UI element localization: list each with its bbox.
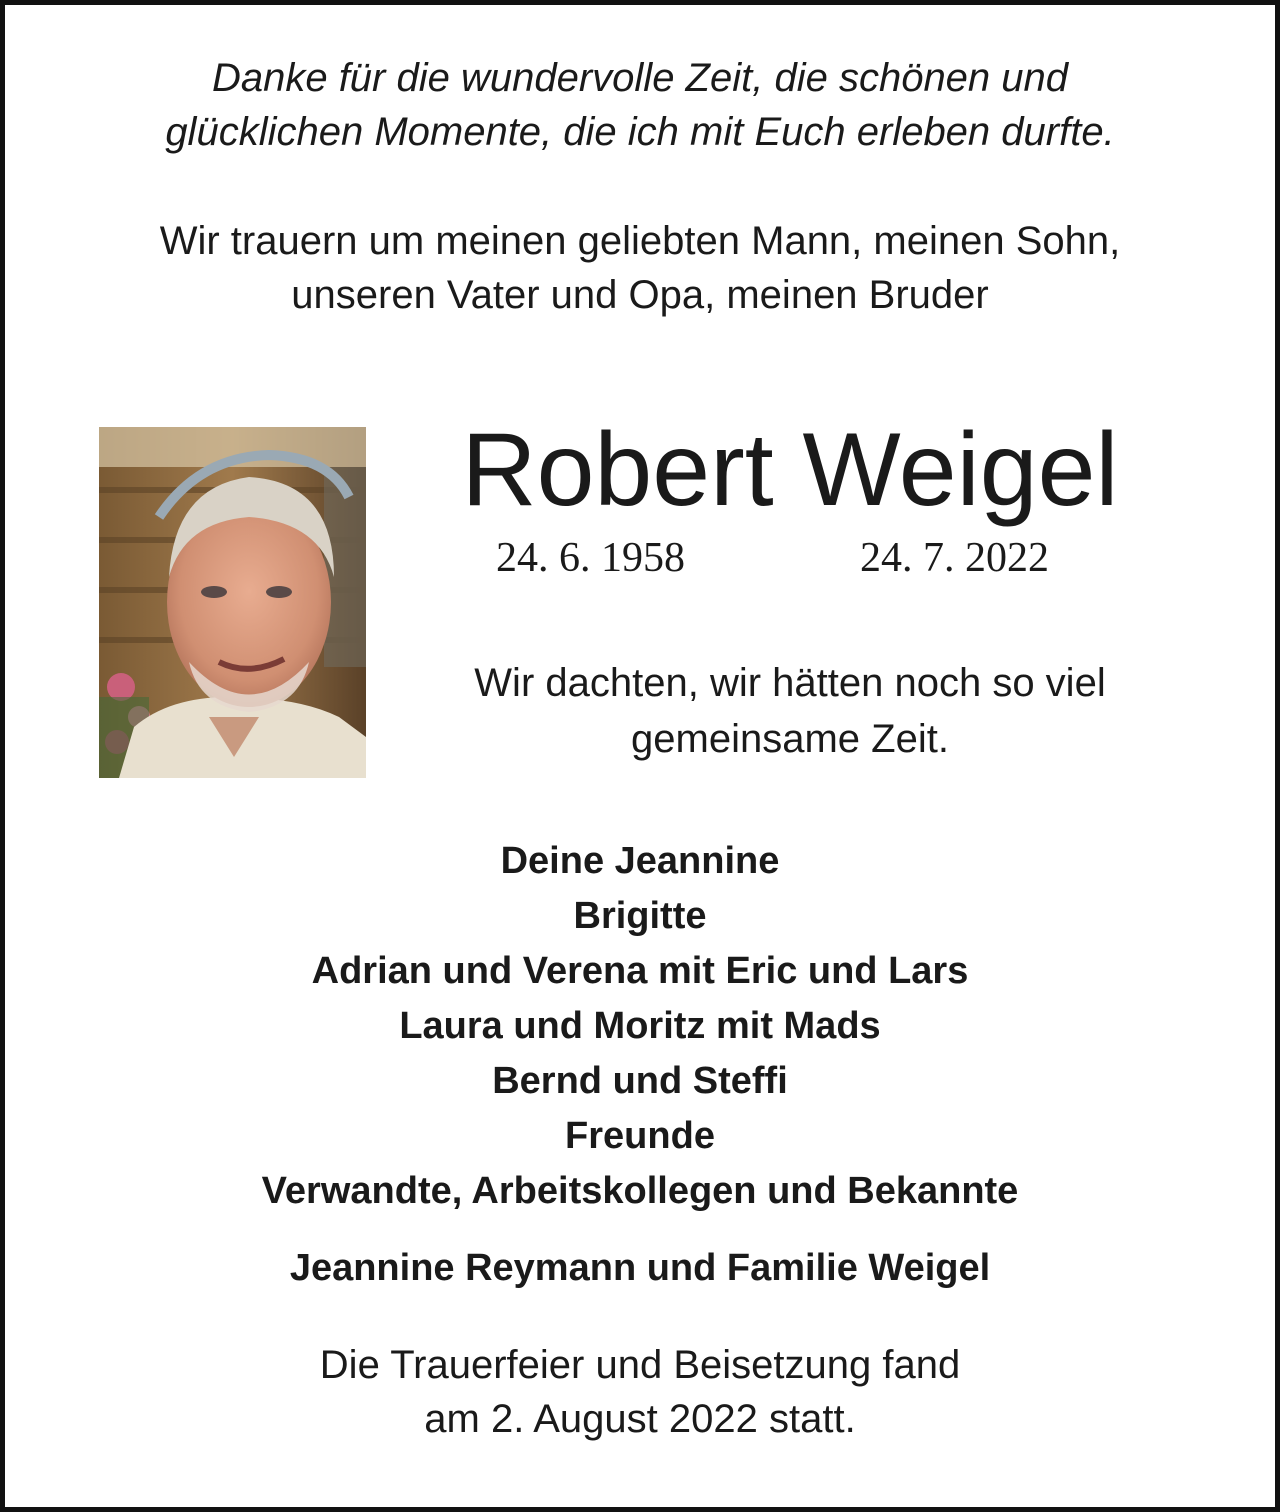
mourner-line: Adrian und Verena mit Eric und Lars — [311, 950, 969, 992]
deceased-name: Robert Weigel — [461, 412, 1119, 528]
ceremony-notice-line-1: Die Trauerfeier und Beisetzung fand — [319, 1343, 961, 1387]
quote-line-2: glücklichen Momente, die ich mit Euch erleben durfte. — [165, 110, 1115, 154]
death-date: 24. 7. 2022 — [860, 535, 1049, 581]
mourner-line: Laura und Moritz mit Mads — [399, 1005, 881, 1047]
mourner-line: Brigitte — [573, 895, 707, 937]
portrait-photo — [99, 427, 366, 778]
ceremony-notice-line-2: am 2. August 2022 statt. — [424, 1397, 856, 1441]
saying-line-2: gemeinsame Zeit. — [631, 717, 949, 761]
intro-line-1: Wir trauern um meinen geliebten Mann, meinen Sohn, — [159, 219, 1121, 263]
mourner-line: Deine Jeannine — [500, 840, 780, 882]
family-signature: Jeannine Reymann und Familie Weigel — [289, 1247, 991, 1289]
mourner-line: Bernd und Steffi — [492, 1060, 788, 1102]
birth-date: 24. 6. 1958 — [496, 535, 685, 581]
saying-line-1: Wir dachten, wir hätten noch so viel — [474, 661, 1106, 705]
quote-line-1: Danke für die wundervolle Zeit, die schönen und — [211, 56, 1069, 100]
mourner-line: Verwandte, Arbeitskollegen und Bekannte — [261, 1170, 1019, 1212]
mourner-line: Freunde — [565, 1115, 715, 1157]
intro-line-2: unseren Vater und Opa, meinen Bruder — [291, 273, 989, 317]
